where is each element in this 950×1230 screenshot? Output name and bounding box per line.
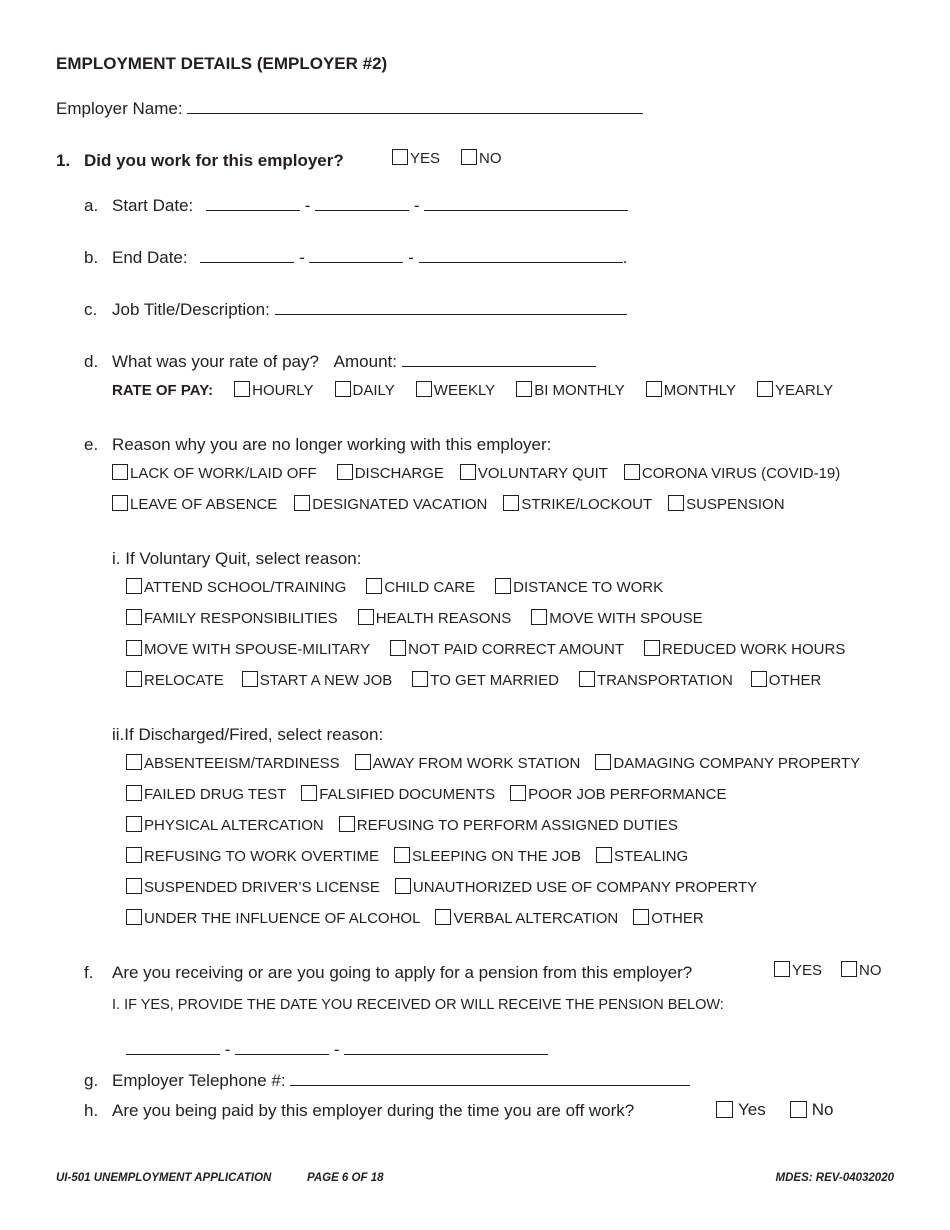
discharge-row-1: [126, 755, 860, 772]
reason-checkbox[interactable]: [460, 464, 476, 480]
quit-option[interactable]: [412, 672, 559, 689]
quit-option[interactable]: [126, 672, 224, 689]
discharge-checkbox[interactable]: [126, 847, 142, 863]
discharge-option[interactable]: [126, 848, 379, 865]
pension-yes-checkbox[interactable]: [774, 961, 790, 977]
quit-option[interactable]: [126, 641, 370, 658]
discharge-checkbox[interactable]: [395, 878, 411, 894]
discharge-option-label: UNAUTHORIZED USE OF COMPANY PROPERTY: [412, 879, 758, 896]
quit-option[interactable]: [495, 579, 663, 596]
rate-daily-option[interactable]: [335, 382, 395, 399]
job-title-field[interactable]: [275, 300, 627, 315]
quit-checkbox[interactable]: [126, 578, 142, 594]
rate-yearly-checkbox[interactable]: [757, 381, 773, 397]
quit-option-label: DISTANCE TO WORK: [513, 579, 664, 596]
reason-checkbox[interactable]: [337, 464, 353, 480]
telephone-field[interactable]: [290, 1071, 690, 1086]
q1-options: [392, 150, 502, 167]
start-date-label: Start Date:: [112, 196, 194, 215]
reason-checkbox[interactable]: [624, 464, 640, 480]
reason-checkbox[interactable]: [668, 495, 684, 511]
rate-option-label: YEARLY: [775, 382, 834, 399]
start-date-letter: a.: [84, 196, 99, 215]
reason-checkbox[interactable]: [503, 495, 519, 511]
reason-option-label: CORONA VIRUS (COVID-19): [641, 465, 841, 482]
paid-options: [716, 1100, 833, 1120]
discharge-option[interactable]: [435, 910, 618, 927]
quit-option[interactable]: [366, 579, 475, 596]
quit-checkbox[interactable]: [531, 609, 547, 625]
discharge-option-label: PHYSICAL ALTERCATION: [144, 817, 324, 834]
job-title-row: [112, 300, 627, 320]
pension-no-checkbox[interactable]: [841, 961, 857, 977]
rate-bimonthly-option[interactable]: [516, 382, 625, 399]
discharge-checkbox[interactable]: [596, 847, 612, 863]
discharge-checkbox[interactable]: [633, 909, 649, 925]
discharge-option[interactable]: [510, 786, 726, 803]
telephone-row: [112, 1071, 690, 1091]
reason-option-label: LEAVE OF ABSENCE: [130, 496, 278, 513]
quit-checkbox[interactable]: [751, 671, 767, 687]
quit-checkbox[interactable]: [126, 671, 142, 687]
discharge-option-label: SLEEPING ON THE JOB: [412, 848, 581, 865]
pension-date-row: [126, 1040, 548, 1060]
rate-option-label: DAILY: [352, 382, 395, 399]
discharge-option-label: OTHER: [651, 910, 704, 927]
quit-option[interactable]: [579, 672, 733, 689]
footer-form-id: UI-501 UNEMPLOYMENT APPLICATION: [56, 1172, 272, 1184]
reason-option[interactable]: [337, 465, 444, 482]
discharge-checkbox[interactable]: [394, 847, 410, 863]
rate-yearly-option[interactable]: [757, 382, 833, 399]
reason-option-label: DESIGNATED VACATION: [312, 496, 488, 513]
discharge-option-label: REFUSING TO PERFORM ASSIGNED DUTIES: [356, 817, 678, 834]
reason-option-label: LACK OF WORK/LAID OFF: [130, 465, 317, 482]
paid-no-label: No: [811, 1100, 834, 1119]
reason-option[interactable]: [112, 465, 317, 482]
end-date-day-field[interactable]: [309, 248, 403, 263]
quit-option[interactable]: [390, 641, 624, 658]
quit-label: i. If Voluntary Quit, select reason:: [112, 549, 362, 568]
discharge-option-label: UNDER THE INFLUENCE OF ALCOHOL: [144, 910, 421, 927]
rate-monthly-option[interactable]: [646, 382, 736, 399]
quit-option-label: REDUCED WORK HOURS: [662, 641, 846, 658]
quit-option-label: HEALTH REASONS: [375, 610, 512, 627]
quit-checkbox[interactable]: [126, 609, 142, 625]
discharge-option-label: SUSPENDED DRIVER’S LICENSE: [144, 879, 380, 896]
rate-option-label: WEEKLY: [433, 382, 496, 399]
pension-question: Are you receiving or are you going to apply for a pension from this employer?: [112, 963, 693, 982]
reason-option-label: DISCHARGE: [354, 465, 444, 482]
rate-option-label: MONTHLY: [663, 382, 736, 399]
discharge-checkbox[interactable]: [126, 816, 142, 832]
quit-option[interactable]: [242, 672, 393, 689]
discharge-option[interactable]: [126, 786, 286, 803]
discharge-option-label: POOR JOB PERFORMANCE: [528, 786, 727, 803]
discharge-option-label: DAMAGING COMPANY PROPERTY: [613, 755, 861, 772]
pension-options: [774, 962, 882, 979]
rate-bimonthly-checkbox[interactable]: [516, 381, 532, 397]
quit-option[interactable]: [126, 579, 346, 596]
reason-option[interactable]: [668, 496, 784, 513]
quit-checkbox[interactable]: [390, 640, 406, 656]
discharge-option[interactable]: [394, 848, 581, 865]
end-date-year-field[interactable]: [419, 248, 623, 263]
quit-option-label: TRANSPORTATION: [596, 672, 733, 689]
discharge-option-label: VERBAL ALTERCATION: [453, 910, 619, 927]
end-date-label: End Date:: [112, 248, 188, 267]
discharge-option[interactable]: [126, 817, 324, 834]
q1-yes-label: YES: [410, 150, 441, 167]
discharge-option[interactable]: [595, 755, 860, 772]
paid-letter: h.: [84, 1101, 99, 1120]
reason-option[interactable]: [294, 496, 487, 513]
page-title: EMPLOYMENT DETAILS (EMPLOYER #2): [56, 54, 388, 73]
q1-number: 1.: [56, 151, 71, 170]
q1-yes-option[interactable]: [392, 150, 440, 167]
rate-weekly-checkbox[interactable]: [416, 381, 432, 397]
pension-letter: f.: [84, 963, 94, 982]
rate-weekly-option[interactable]: [416, 382, 495, 399]
end-date-sep-1: -: [299, 248, 305, 267]
job-title-label: Job Title/Description:: [112, 300, 270, 319]
discharge-option[interactable]: [633, 910, 704, 927]
discharge-row-5: [126, 879, 757, 896]
reason-checkbox[interactable]: [294, 495, 310, 511]
q1-question: Did you work for this employer?: [84, 151, 344, 170]
quit-option[interactable]: [126, 610, 338, 627]
quit-checkbox[interactable]: [644, 640, 660, 656]
pension-date-day-field[interactable]: [235, 1040, 329, 1055]
quit-option[interactable]: [644, 641, 845, 658]
rate-option-label: BI MONTHLY: [534, 382, 625, 399]
quit-checkbox[interactable]: [126, 640, 142, 656]
reason-option-label: STRIKE/LOCKOUT: [521, 496, 653, 513]
pension-yes-option[interactable]: [774, 962, 822, 979]
paid-no-option[interactable]: [790, 1100, 834, 1120]
quit-option[interactable]: [358, 610, 512, 627]
discharge-checkbox[interactable]: [126, 878, 142, 894]
amount-field[interactable]: [402, 352, 596, 367]
quit-option-label: OTHER: [768, 672, 822, 689]
discharge-checkbox[interactable]: [126, 909, 142, 925]
telephone-label: Employer Telephone #:: [112, 1071, 286, 1090]
discharge-row-3: [126, 817, 678, 834]
discharge-option-label: FAILED DRUG TEST: [144, 786, 287, 803]
rate-hourly-checkbox[interactable]: [234, 381, 250, 397]
start-date-sep-1: -: [304, 196, 311, 215]
pension-date-sep-2: -: [333, 1040, 340, 1059]
pension-instructions: I. IF YES, PROVIDE THE DATE YOU RECEIVED OR WILL RECEIVE THE PENSION BELOW:: [112, 997, 724, 1013]
reason-option[interactable]: [624, 465, 840, 482]
quit-row-4: [126, 672, 821, 689]
start-date-day-field[interactable]: [315, 196, 409, 211]
discharge-option[interactable]: [339, 817, 678, 834]
discharge-checkbox[interactable]: [510, 785, 526, 801]
discharge-checkbox[interactable]: [355, 754, 371, 770]
reason-option-label: VOLUNTARY QUIT: [477, 465, 608, 482]
discharge-row-6: [126, 910, 704, 927]
amount-label: Amount:: [333, 352, 397, 371]
discharge-checkbox[interactable]: [126, 785, 142, 801]
employer-name-label: Employer Name:: [56, 99, 183, 118]
employer-name-row: [56, 99, 643, 119]
quit-row-1: [126, 579, 663, 596]
footer-revision: MDES: REV-04032020: [775, 1172, 894, 1184]
reason-option-label: SUSPENSION: [686, 496, 785, 513]
pension-date-sep-1: -: [224, 1040, 231, 1059]
quit-option[interactable]: [531, 610, 702, 627]
quit-option-label: FAMILY RESPONSIBILITIES: [144, 610, 338, 627]
paid-yes-checkbox[interactable]: [716, 1101, 733, 1118]
q1-no-checkbox[interactable]: [461, 149, 477, 165]
discharge-row-4: [126, 848, 688, 865]
job-title-letter: c.: [84, 300, 98, 319]
end-date-letter: b.: [84, 248, 99, 267]
quit-option-label: ATTEND SCHOOL/TRAINING: [144, 579, 347, 596]
reason-checkbox[interactable]: [112, 495, 128, 511]
reason-option[interactable]: [112, 496, 277, 513]
reason-label: Reason why you are no longer working with this employer:: [112, 435, 552, 454]
discharge-option[interactable]: [355, 755, 581, 772]
rate-options: [112, 382, 833, 399]
start-date-month-field[interactable]: [206, 196, 300, 211]
quit-row-2: [126, 610, 703, 627]
reason-letter: e.: [84, 435, 99, 454]
discharge-row-2: [126, 786, 726, 803]
quit-option-label: CHILD CARE: [384, 579, 476, 596]
rate-of-pay-label: RATE OF PAY:: [112, 382, 214, 399]
start-date-row: [112, 196, 628, 216]
quit-option-label: RELOCATE: [144, 672, 224, 689]
rate-letter: d.: [84, 352, 99, 371]
pension-yes-label: YES: [792, 962, 823, 979]
quit-checkbox[interactable]: [412, 671, 428, 687]
discharge-option[interactable]: [126, 879, 380, 896]
paid-yes-option[interactable]: [716, 1100, 766, 1120]
rate-daily-checkbox[interactable]: [335, 381, 351, 397]
rate-monthly-checkbox[interactable]: [646, 381, 662, 397]
end-date-row: [112, 248, 627, 268]
footer-page-number: PAGE 6 OF 18: [307, 1172, 384, 1184]
discharge-option[interactable]: [126, 755, 340, 772]
discharge-checkbox[interactable]: [435, 909, 451, 925]
quit-option-label: NOT PAID CORRECT AMOUNT: [408, 641, 624, 658]
pension-date-year-field[interactable]: [344, 1040, 548, 1055]
reason-option[interactable]: [503, 496, 652, 513]
q1-no-option[interactable]: [461, 150, 502, 167]
discharge-option-label: REFUSING TO WORK OVERTIME: [144, 848, 380, 865]
pension-no-option[interactable]: [841, 962, 882, 979]
quit-row-3: [126, 641, 845, 658]
telephone-letter: g.: [84, 1071, 99, 1090]
discharge-checkbox[interactable]: [339, 816, 355, 832]
reason-checkbox[interactable]: [112, 464, 128, 480]
reason-option[interactable]: [460, 465, 608, 482]
quit-checkbox[interactable]: [358, 609, 374, 625]
quit-option-label: START A NEW JOB: [259, 672, 393, 689]
discharge-checkbox[interactable]: [126, 754, 142, 770]
quit-checkbox[interactable]: [495, 578, 511, 594]
paid-yes-label: Yes: [738, 1100, 766, 1119]
start-date-year-field[interactable]: [424, 196, 628, 211]
discharge-option-label: ABSENTEEISM/TARDINESS: [144, 755, 340, 772]
quit-option-label: MOVE WITH SPOUSE-MILITARY: [144, 641, 371, 658]
rate-hourly-option[interactable]: [234, 382, 313, 399]
discharge-checkbox[interactable]: [595, 754, 611, 770]
discharge-option-label: FALSIFIED DOCUMENTS: [319, 786, 496, 803]
reason-row-2: [112, 496, 785, 513]
discharge-option[interactable]: [395, 879, 757, 896]
end-date-sep-2: -: [408, 248, 414, 267]
quit-option-label: MOVE WITH SPOUSE: [549, 610, 703, 627]
end-date-period: .: [622, 248, 628, 267]
discharge-checkbox[interactable]: [301, 785, 317, 801]
discharge-label: ii.If Discharged/Fired, select reason:: [112, 725, 384, 744]
rate-option-label: HOURLY: [252, 382, 314, 399]
discharge-option-label: AWAY FROM WORK STATION: [372, 755, 581, 772]
rate-question: What was your rate of pay?: [112, 352, 319, 371]
discharge-option-label: STEALING: [613, 848, 689, 865]
employer-name-field[interactable]: [187, 99, 643, 114]
quit-checkbox[interactable]: [242, 671, 258, 687]
pension-date-month-field[interactable]: [126, 1040, 220, 1055]
quit-option[interactable]: [751, 672, 822, 689]
end-date-month-field[interactable]: [200, 248, 294, 263]
quit-checkbox[interactable]: [579, 671, 595, 687]
rate-row: [112, 352, 596, 372]
q1-yes-checkbox[interactable]: [392, 149, 408, 165]
q1-no-label: NO: [479, 150, 502, 167]
paid-question: Are you being paid by this employer during the time you are off work?: [112, 1101, 635, 1120]
pension-no-label: NO: [859, 962, 882, 979]
discharge-option[interactable]: [596, 848, 688, 865]
reason-row-1: [112, 465, 840, 482]
discharge-option[interactable]: [301, 786, 495, 803]
discharge-option[interactable]: [126, 910, 420, 927]
quit-checkbox[interactable]: [366, 578, 382, 594]
paid-no-checkbox[interactable]: [790, 1101, 807, 1118]
start-date-sep-2: -: [413, 196, 420, 215]
quit-option-label: TO GET MARRIED: [430, 672, 559, 689]
